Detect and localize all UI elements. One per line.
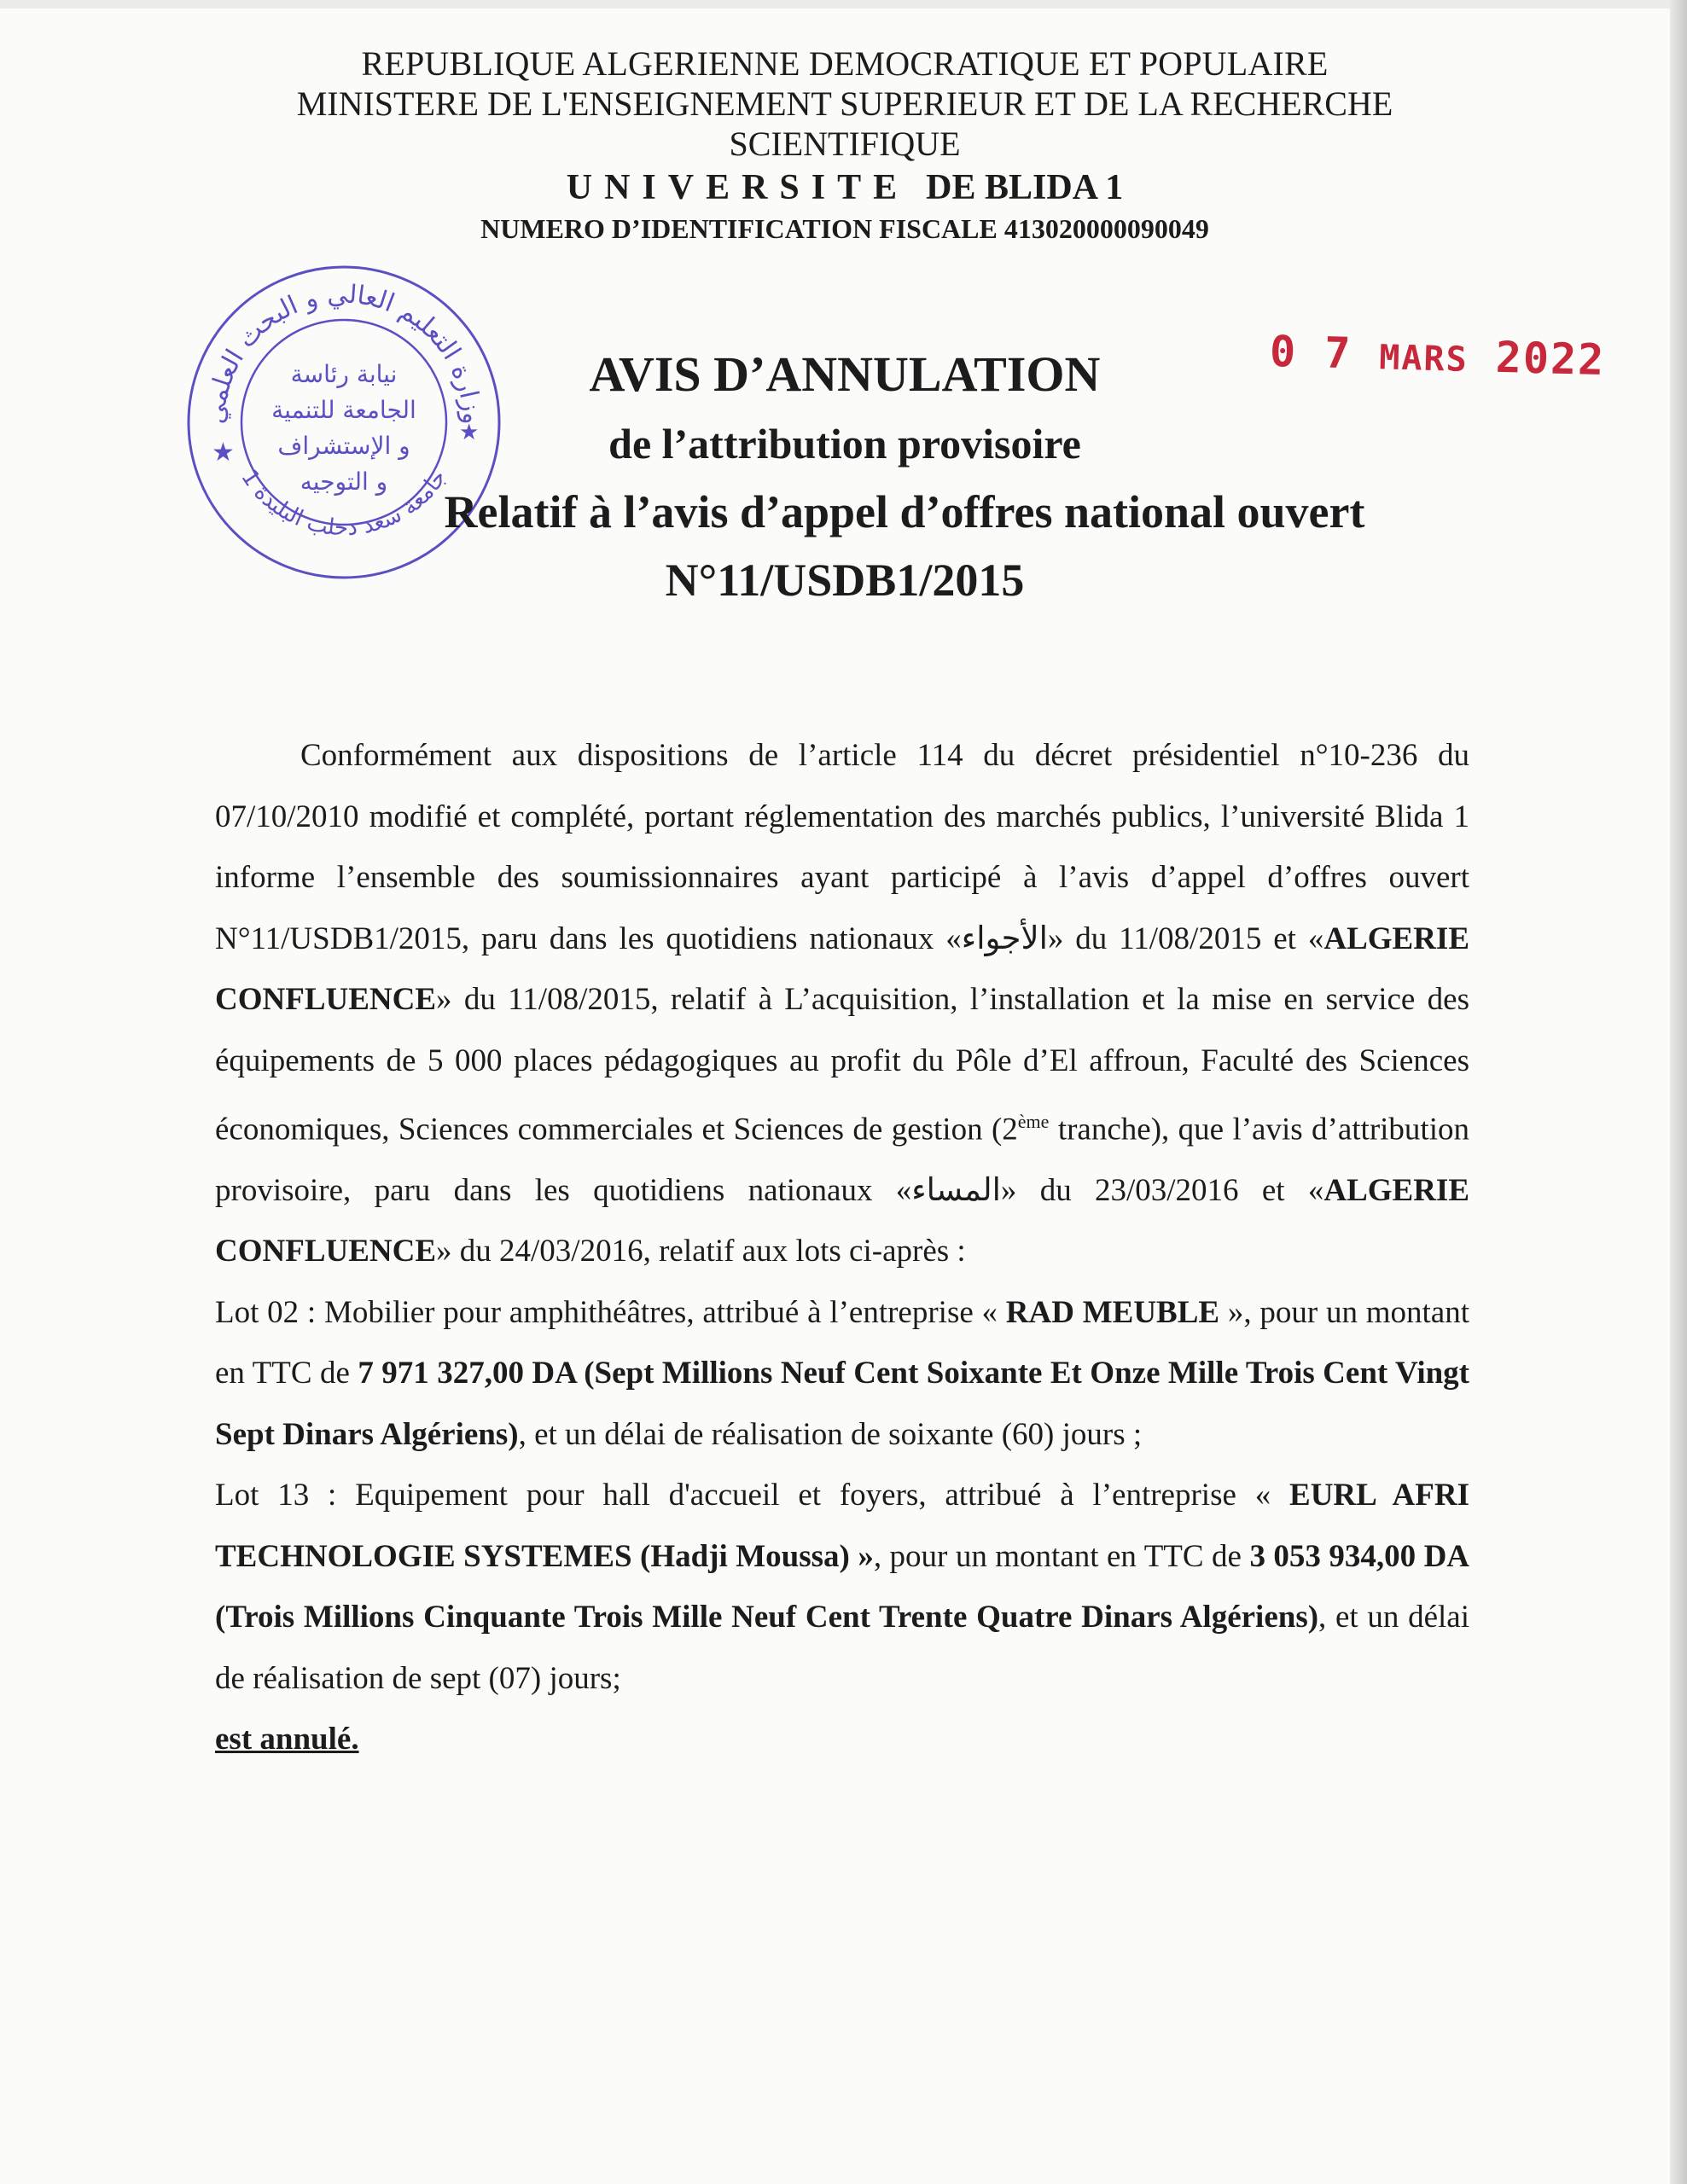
lot-company: RAD MEUBLE xyxy=(1005,1294,1220,1330)
seal-inner-line: و الإستشراف xyxy=(277,432,410,460)
newspaper-name: الأجواء xyxy=(961,921,1048,956)
newspaper-name: المساء xyxy=(911,1172,1001,1208)
lot-text: Lot 02 : Mobilier pour amphithéâtres, attribué à l’entreprise « xyxy=(215,1294,998,1330)
conclusion-paragraph xyxy=(215,1709,1469,1770)
annulment-statement: est annulé. xyxy=(215,1722,359,1757)
lot-amount: 3 053 934,00 DA (Trois Millions Cinquante Trois Mille Neuf Cent Trente Quatre Dinars Algériens) xyxy=(215,1538,1470,1635)
seal-star-left-icon: ★ xyxy=(212,439,235,467)
newspaper-name: ALGERIE CONFLUENCE xyxy=(215,921,1469,1017)
seal-inner-line: نيابة رئاسة xyxy=(290,360,398,388)
lot-13-paragraph xyxy=(215,1465,1469,1709)
header-ministry-cont: SCIENTIFIQUE xyxy=(729,125,961,163)
header-tax-id: NUMERO D’IDENTIFICATION FISCALE 413020000090049 xyxy=(480,213,1209,244)
scan-top-shade xyxy=(0,0,1687,9)
newspaper-name: ALGERIE CONFLUENCE xyxy=(215,1172,1469,1269)
header-ministry: MINISTERE DE L'ENSEIGNEMENT SUPERIEUR ET DE LA RECHERCHE xyxy=(296,84,1393,123)
title-reference-number: N°11/USDB1/2015 xyxy=(665,555,1025,606)
title-relatif: Relatif à l’avis d’appel d’offres national ouvert xyxy=(444,486,1365,537)
body-text: tranche), que l’avis d’attribution provisoire, paru dans les quotidiens nationaux « xyxy=(215,1112,1469,1208)
body-text: » du 23/03/2016 et « xyxy=(1000,1172,1324,1208)
title-attribution: de l’attribution provisoire xyxy=(608,420,1081,468)
body-text: » du 11/08/2015 et « xyxy=(1047,921,1324,956)
date-stamp-month: MARS xyxy=(1378,338,1469,380)
seal-inner-line: و التوجيه xyxy=(300,468,388,496)
date-stamp-day: 0 7 xyxy=(1269,326,1353,379)
body-text: » du 11/08/2015, relatif à L’acquisition, l’installation et la mise en service des équipements de 5 000 places pédagogiques au profit du Pôle d’El affroun, Faculté des Sciences économiques, Sciences commerciales et Sciences de gestion (2 xyxy=(215,982,1469,1147)
body-text: Conformément aux dispositions de l’article 114 du décret présidentiel n°10-236 du 07/10/2010 modifié et complété, portant réglementation des marchés publics, l’université Blida 1 informe l’ensemble des soumissionnaires ayant participé à l’avis d’appel d’offres ouvert N°11/USDB1/2015, paru dans les quotidiens nationaux « xyxy=(215,738,1469,956)
notice-body xyxy=(215,725,1469,1770)
lot-amount: 7 971 327,00 DA (Sept Millions Neuf Cent Soixante Et Onze Mille Trois Cent Vingt Sept Dinars Algériens) xyxy=(215,1356,1469,1452)
notice-title xyxy=(341,340,1365,614)
lot-text: , et un délai de réalisation de soixante (60) jours ; xyxy=(518,1416,1143,1452)
document-header xyxy=(205,44,1485,246)
lot-text: Lot 13 : Equipement pour hall d'accueil et foyers, attribué à l’entreprise « xyxy=(215,1478,1271,1513)
body-paragraph xyxy=(215,725,1469,1282)
date-stamp-year: 2022 xyxy=(1495,332,1606,386)
seal-star-right-icon: ★ xyxy=(459,420,480,444)
lot-02-paragraph xyxy=(215,1282,1469,1466)
seal-inner-line: الجامعة للتنمية xyxy=(271,396,416,424)
title-avis-annulation: AVIS D’ANNULATION xyxy=(589,346,1101,402)
superscript: ème xyxy=(1017,1111,1050,1132)
header-university xyxy=(205,164,1485,212)
scan-right-edge xyxy=(1670,0,1687,2184)
body-text: » du 24/03/2016, relatif aux lots ci-après : xyxy=(436,1234,966,1269)
lot-text: , et un délai de réalisation de sept (07) jours; xyxy=(215,1600,1470,1696)
university-name: DE BLIDA 1 xyxy=(926,168,1124,207)
lot-text: , pour un montant en TTC de xyxy=(873,1538,1242,1574)
lot-company: EURL AFRI TECHNOLOGIE SYSTEMES (Hadji Moussa) » xyxy=(215,1478,1469,1574)
seal-university-text: جامعة سعد دحلب البليدة 1 xyxy=(236,465,452,542)
seal-ministry-text: وزارة التعليم العالي و البحث العلمي xyxy=(201,279,487,426)
header-republic: REPUBLIQUE ALGERIENNE DEMOCRATIQUE ET POPULAIRE xyxy=(361,44,1329,83)
lot-text: », pour un montant en TTC de xyxy=(215,1294,1469,1391)
university-word: UNIVERSITE xyxy=(566,168,910,207)
